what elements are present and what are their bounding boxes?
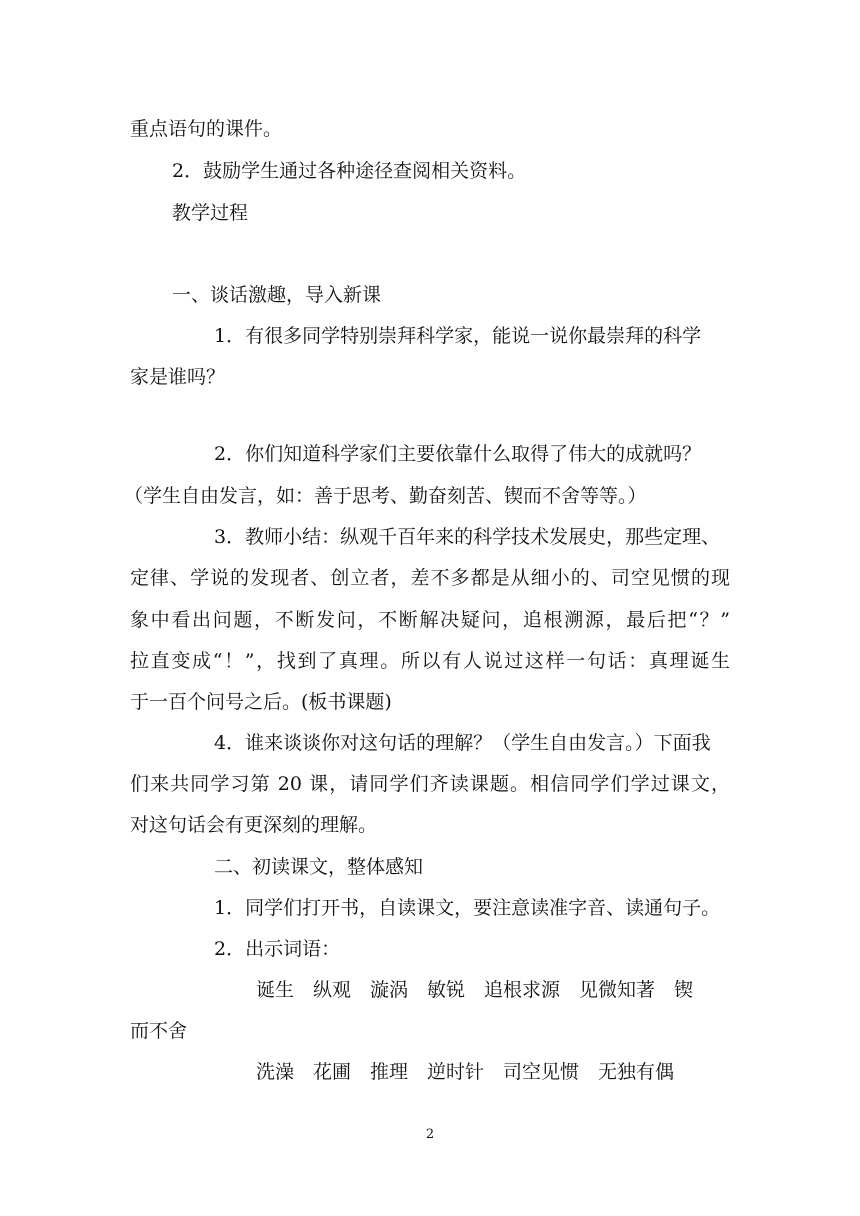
text-line-12: 拉直变成“！”，找到了真理。所以有人说过这样一句话：真理诞生: [130, 650, 730, 672]
vocabulary-line-1-continued: 而不舍: [130, 1020, 188, 1042]
text-line-11: 象中看出问题，不断发问，不断解决疑问，追根溯源，最后把“？”: [130, 609, 730, 631]
vocabulary-line-1: 诞生 纵观 漩涡 敏锐 追根求源 见微知著 锲: [256, 979, 694, 1001]
text-line-1: 重点语句的课件。: [130, 118, 283, 140]
text-line-16: 对这句话会有更深刻的理解。: [130, 814, 378, 836]
text-line-8: （学生自由发言，如：善于思考、勤奋刻苦、锲而不舍等等。）: [124, 485, 647, 507]
page-number: 2: [425, 1127, 435, 1142]
section-heading-teaching-process: 教学过程: [172, 202, 249, 224]
section-heading-1: 一、谈话激趣，导入新课: [172, 284, 382, 306]
text-line-15: 们来共同学习第 20 课，请同学们齐读课题。相信同学们学过课文，: [130, 773, 730, 795]
text-line-5: 1．有很多同学特别崇拜科学家，能说一说你最崇拜的科学: [214, 325, 702, 347]
text-line-14: 4．谁来谈谈你对这句话的理解？（学生自由发言。）下面我: [214, 732, 711, 754]
text-line-19: 2．出示词语：: [214, 938, 341, 960]
section-heading-2: 二、初读课文，整体感知: [214, 856, 424, 878]
text-line-9: 3．教师小结：纵观千百年来的科学技术发展史，那些定理、: [214, 526, 721, 548]
text-line-18: 1．同学们打开书，自读课文，要注意读准字音、读通句子。: [214, 897, 721, 919]
text-line-7: 2．你们知道科学家们主要依靠什么取得了伟大的成就吗？: [214, 443, 702, 465]
text-line-2: 2．鼓励学生通过各种途径查阅相关资料。: [172, 160, 527, 182]
vocabulary-line-2: 洗澡 花圃 推理 逆时针 司空见惯 无独有偶: [256, 1061, 675, 1083]
text-line-6: 家是谁吗？: [130, 366, 226, 388]
text-line-13: 于一百个问号之后。(板书课题): [130, 691, 392, 713]
text-line-10: 定律、学说的发现者、创立者，差不多都是从细小的、司空见惯的现: [130, 567, 730, 589]
